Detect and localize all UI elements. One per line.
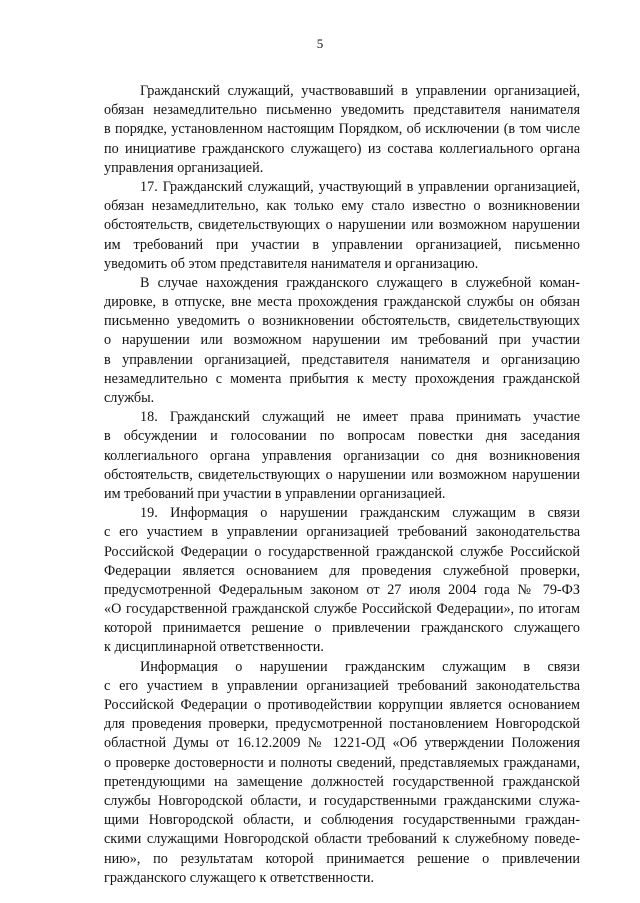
text-line: обязан незамедлительно, как только ему стало известно о возникновении	[104, 198, 580, 215]
text-line: о нарушении или возможном нарушении им требований при участии	[104, 332, 580, 349]
text-line: к дисциплинарной ответственности.	[104, 639, 324, 656]
text-line: им требований при участии в управлении организацией.	[104, 485, 446, 502]
text-line: службы Новгородской области, и государственными гражданскими служа-	[104, 792, 580, 809]
paragraph-18	[104, 408, 580, 504]
text-line: Федерации является основанием для проведения служебной проверки,	[104, 562, 580, 579]
text-line: с его участием в управлении организацией требований законодательства	[104, 677, 580, 694]
text-line: по инициативе гражданского служащего) из состава коллегиального органа	[104, 140, 580, 157]
text-line: предусмотренной Федеральным законом от 27 июля 2004 года № 79-ФЗ	[104, 581, 580, 598]
text-line: в управлении организацией, представителя нанимателя и организацию	[104, 351, 580, 368]
text-line: щими Новгородской области, и соблюдения государственными граждан-	[104, 812, 580, 829]
paragraph-business-trip	[104, 274, 580, 408]
paragraph-intro	[104, 82, 580, 178]
text-line: областной Думы от 16.12.2009 № 1221-ОД «Об утверждении Положения	[104, 735, 580, 752]
text-line: «О государственной гражданской службе Российской Федерации», по итогам	[104, 601, 580, 618]
text-line: гражданского служащего к ответственности.	[104, 869, 375, 886]
text-line: нию», по результатам которой принимается решение о привлечении	[104, 850, 580, 867]
text-line: обстоятельств, свидетельствующих о нарушении или возможном нарушении	[104, 466, 580, 483]
paragraph-corruption-info	[104, 658, 580, 888]
text-line: Российской Федерации о противодействии коррупции является основанием	[104, 697, 580, 713]
text-line: в обсуждении и голосовании по вопросам повестки дня заседания	[104, 428, 580, 445]
text-line: им требований при участии в управлении организацией, письменно	[104, 236, 580, 253]
text-line: дировке, в отпуске, вне места прохождения гражданской службы он обязан	[104, 294, 580, 311]
text-line: для проведения проверки, предусмотренной постановлением Новгородской	[104, 716, 580, 733]
text-line: претендующими на замещение должностей государственной гражданской	[104, 773, 580, 790]
text-line: скими служащими Новгородской области требований к служебному поведе-	[104, 831, 580, 848]
text-line: коллегиального органа управления организации со дня возникновения	[104, 447, 580, 464]
page-number: 5	[316, 36, 324, 51]
text-line: которой принимается решение о привлечении гражданского служащего	[104, 620, 580, 637]
text-line: службы.	[104, 390, 155, 406]
text-line: 17. Гражданский служащий, участвующий в управлении организацией,	[140, 178, 580, 195]
text-line: письменно уведомить о возникновении обстоятельств, свидетельствующих	[104, 313, 580, 330]
paragraph-19	[104, 504, 580, 658]
text-line: Информация о нарушении гражданским служащим в связи	[140, 658, 580, 675]
text-line: управления организацией.	[104, 159, 264, 176]
text-line: о проверке достоверности и полноты сведений, представляемых гражданами,	[104, 754, 580, 771]
text-line: с его участием в управлении организацией требований законодательства	[104, 524, 580, 541]
text-line: незамедлительно с момента прибытия к месту прохождения гражданской	[104, 370, 580, 387]
text-line: 18. Гражданский служащий не имеет права принимать участие	[140, 409, 580, 426]
text-line: В случае нахождения гражданского служащего в служебной коман-	[140, 274, 580, 291]
document-body	[104, 82, 580, 888]
text-line: обязан незамедлительно письменно уведомить представителя нанимателя	[104, 102, 580, 119]
text-line: уведомить об этом представителя нанимателя и организацию.	[104, 255, 479, 272]
text-line: обстоятельств, свидетельствующих о нарушении или возможном нарушении	[104, 217, 580, 234]
text-line: Российской Федерации о государственной гражданской службе Российской	[104, 543, 580, 560]
text-line: Гражданский служащий, участвовавший в управлении организацией,	[140, 83, 580, 99]
text-line: 19. Информация о нарушении гражданским служащим в связи	[140, 505, 580, 522]
text-line: в порядке, установленном настоящим Порядком, об исключении (в том числе	[104, 121, 580, 138]
paragraph-17	[104, 178, 580, 274]
